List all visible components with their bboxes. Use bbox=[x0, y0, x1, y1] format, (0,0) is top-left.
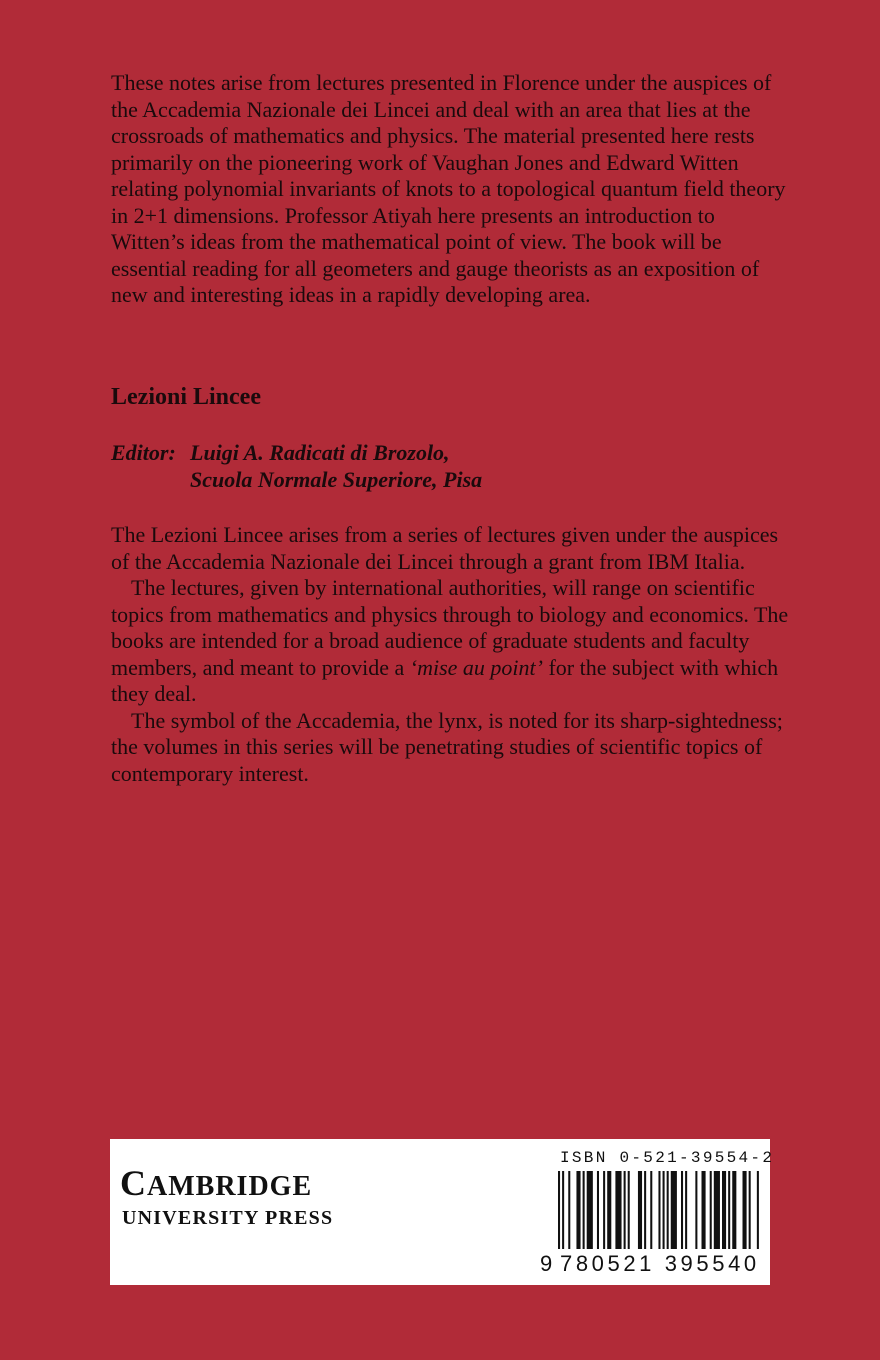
back-cover-blurb: These notes arise from lectures presented in Florence under the auspices of the Accademia Nazionale dei Lincei and deal with an area that lies at the crossroads of mathematics and physics. The material presented here rests primarily on the pioneering work of Vaughan Jones and Edward Witten relating polynomial invariants of knots to a topological quantum field theory in 2+1 dimensions. Professor Atiyah here presents an introduction to Witten’s ideas from the mathematical point of view. The book will be essential reading for all geometers and gauge theorists as an exposition of new and interesting ideas in a rapidly developing area. bbox=[111, 70, 786, 307]
isbn-label: ISBN 0-521-39554-2 bbox=[560, 1149, 775, 1167]
series-paragraph-2-emphasis: ‘mise au point’ bbox=[409, 654, 543, 680]
barcode-bar bbox=[728, 1171, 730, 1249]
barcode-digits: 780521 395540 bbox=[560, 1251, 760, 1276]
editor-affiliation: Scuola Normale Superiore, Pisa bbox=[190, 467, 483, 492]
publisher-subtitle: UNIVERSITY PRESS bbox=[122, 1207, 334, 1229]
barcode-bar bbox=[702, 1171, 706, 1249]
barcode-bar bbox=[757, 1171, 759, 1249]
barcode-bar bbox=[587, 1171, 593, 1249]
barcode-bar bbox=[603, 1171, 605, 1249]
barcode-bar bbox=[681, 1171, 683, 1249]
editor-name: Luigi A. Radicati di Brozolo, bbox=[190, 440, 450, 465]
series-paragraph-1: The Lezioni Lincee arises from a series of lectures given under the auspices of the Accademia Nazionale dei Lincei through a grant from IBM Italia. bbox=[111, 522, 779, 574]
barcode-bar bbox=[710, 1171, 712, 1249]
publisher-footer bbox=[110, 1139, 775, 1285]
barcode-bar bbox=[671, 1171, 677, 1249]
series-paragraph-3: The symbol of the Accademia, the lynx, is noted for its sharp-sightedness; the volumes in this series will be penetrating studies of scientific topics of contemporary interest. bbox=[111, 707, 783, 786]
barcode-bar bbox=[628, 1171, 630, 1249]
publisher-logo bbox=[120, 1163, 333, 1229]
barcode-bar bbox=[607, 1171, 611, 1249]
barcode-bar bbox=[576, 1171, 580, 1249]
barcode-bar bbox=[714, 1171, 720, 1249]
editor-label: Editor: bbox=[111, 440, 176, 465]
barcode-bar bbox=[658, 1171, 660, 1249]
barcode-bar bbox=[644, 1171, 646, 1249]
barcode-bar bbox=[749, 1171, 751, 1249]
series-paragraph-2-end: for the subject with which they deal. bbox=[111, 654, 779, 706]
barcode-bar bbox=[722, 1171, 726, 1249]
barcode-bar bbox=[568, 1171, 570, 1249]
barcode-bar bbox=[732, 1171, 736, 1249]
barcode-lead-digit: 9 bbox=[540, 1251, 553, 1276]
series-title: Lezioni Lincee bbox=[111, 384, 261, 410]
barcode-icon bbox=[554, 1171, 766, 1253]
barcode-bar bbox=[615, 1171, 621, 1249]
barcode-bar bbox=[743, 1171, 747, 1249]
barcode-bar bbox=[685, 1171, 687, 1249]
series-paragraph-2 bbox=[111, 575, 791, 708]
series-description bbox=[111, 522, 791, 787]
barcode-bar bbox=[667, 1171, 669, 1249]
barcode-bar bbox=[650, 1171, 652, 1249]
publisher-name-rest: AMBRIDGE bbox=[147, 1171, 313, 1202]
barcode-bar bbox=[695, 1171, 697, 1249]
barcode-bar bbox=[558, 1171, 560, 1249]
barcode-bar bbox=[624, 1171, 626, 1249]
publisher-name-initial: C bbox=[120, 1163, 147, 1203]
barcode-bar bbox=[562, 1171, 564, 1249]
barcode-bar bbox=[638, 1171, 642, 1249]
series-paragraph-2-text: The lectures, given by international authorities, will range on scientific topics from mathematics and physics through to biology and economics. The books are intended for a broad audience of graduate students and faculty members, and meant to provide a bbox=[111, 575, 789, 680]
publisher-name bbox=[120, 1163, 333, 1207]
barcode-bar bbox=[597, 1171, 599, 1249]
barcode-bar bbox=[583, 1171, 585, 1249]
barcode-bar bbox=[663, 1171, 665, 1249]
